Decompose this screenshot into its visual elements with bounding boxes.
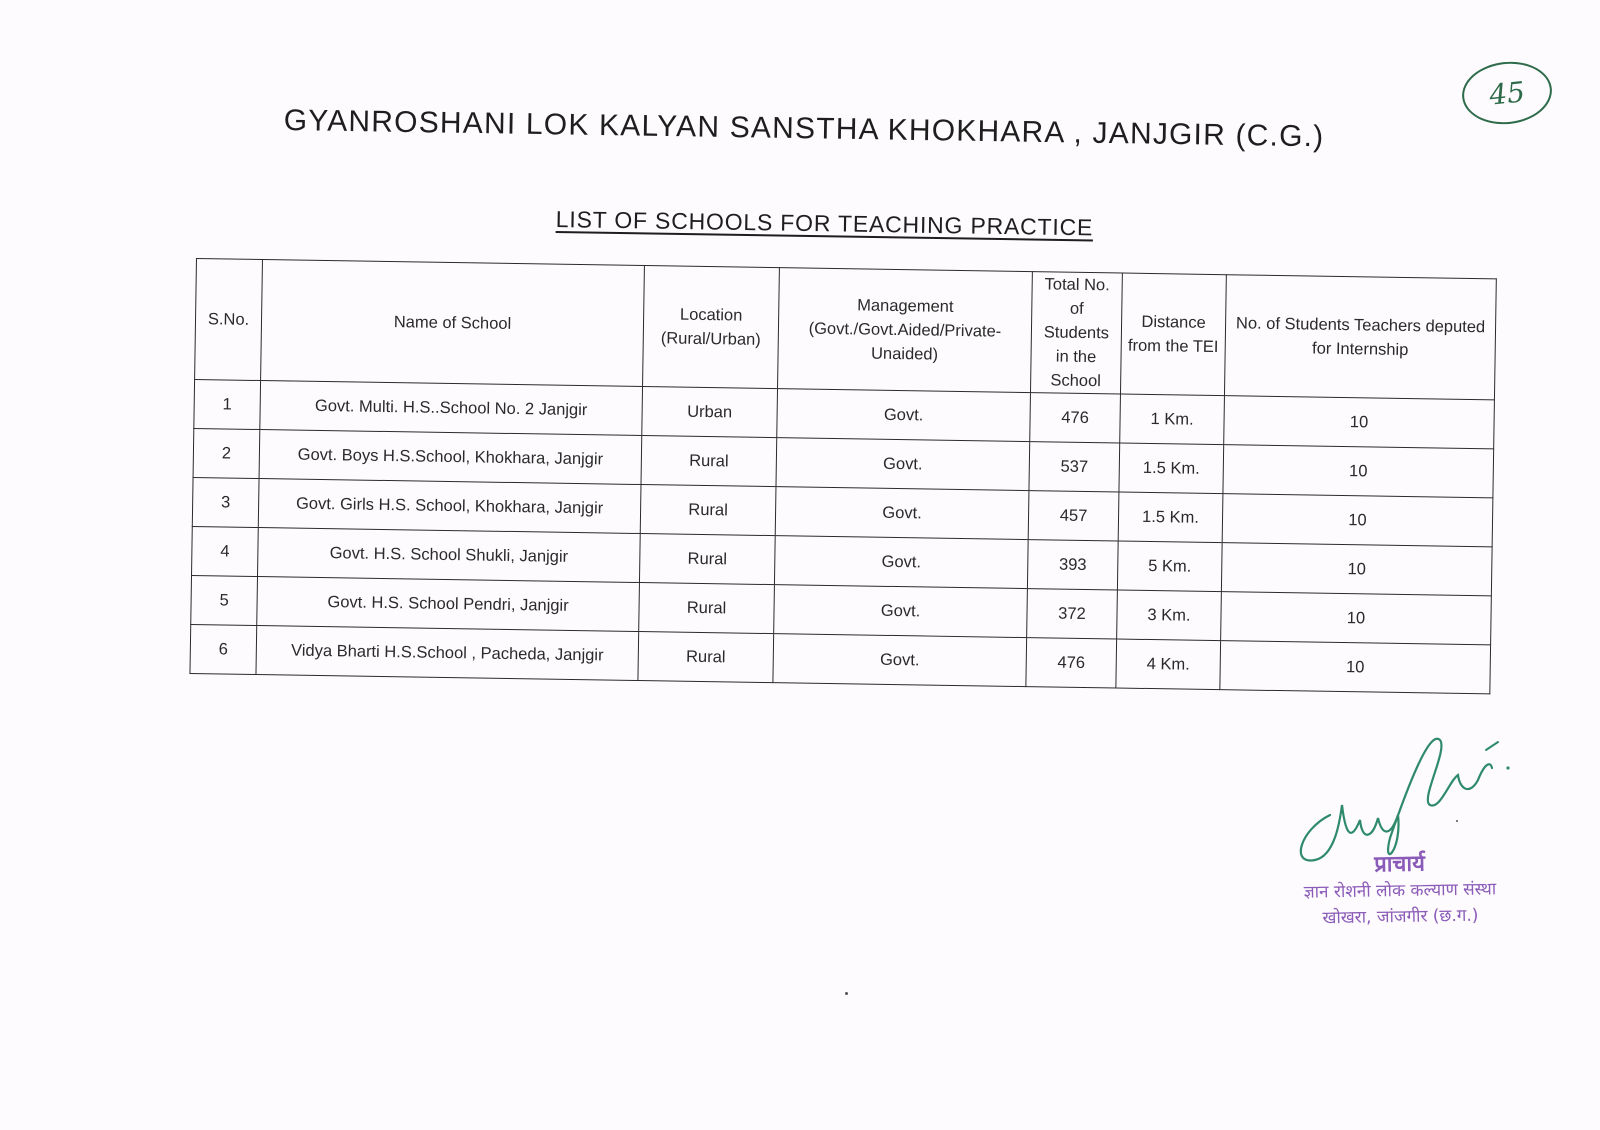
organization-title: GYANROSHANI LOK KALYAN SANSTHA KHOKHARA , JANJGIR (C.G.): [283, 104, 1325, 154]
cell-school-name: Vidya Bharti H.S.School , Pacheda, Janjgir: [256, 625, 639, 680]
cell-location: Rural: [638, 631, 774, 682]
stamp-designation: प्राचार्य: [1373, 851, 1426, 878]
column-header-total-students: Total No. of Students in the School: [1030, 272, 1122, 394]
cell-management: Govt.: [773, 634, 1027, 687]
cell-sno: 3: [192, 477, 259, 527]
cell-sno: 4: [192, 526, 259, 576]
table-header-row: [195, 259, 1497, 400]
cell-location: Rural: [641, 436, 777, 487]
cell-sno: 2: [193, 428, 260, 478]
cell-total-students: 393: [1027, 540, 1118, 590]
cell-deputed: 10: [1224, 396, 1495, 449]
cell-distance: 1.5 Km.: [1119, 443, 1224, 494]
cell-deputed: 10: [1220, 641, 1491, 694]
cell-distance: 5 Km.: [1117, 541, 1222, 592]
document-subtitle: LIST OF SCHOOLS FOR TEACHING PRACTICE: [555, 206, 1094, 241]
column-header-deputed: No. of Students Teachers deputed for Internship: [1224, 275, 1496, 400]
cell-deputed: 10: [1222, 494, 1493, 547]
column-header-distance: Distance from the TEI: [1120, 273, 1226, 396]
cell-deputed: 10: [1221, 543, 1492, 596]
schools-table: [189, 258, 1496, 694]
stamp-institution-name: ज्ञान रोशनी लोक कल्याण संस्था: [1303, 879, 1497, 903]
cell-school-name: Govt. Girls H.S. School, Khokhara, Janjgir: [258, 479, 641, 534]
cell-distance: 4 Km.: [1116, 639, 1221, 690]
principal-signature: [1290, 720, 1550, 870]
institution-stamp: [1269, 850, 1530, 933]
cell-management: Govt.: [774, 585, 1028, 638]
cell-location: Urban: [642, 387, 778, 438]
cell-school-name: Govt. H.S. School Pendri, Janjgir: [257, 577, 640, 632]
cell-location: Rural: [640, 485, 776, 536]
cell-school-name: Govt. Boys H.S.School, Khokhara, Janjgir: [259, 430, 642, 485]
cell-location: Rural: [639, 534, 775, 585]
cell-management: Govt.: [774, 536, 1028, 589]
column-header-management: Management (Govt./Govt.Aided/Private-Unaided): [778, 268, 1033, 393]
cell-total-students: 476: [1026, 638, 1117, 688]
cell-sno: 1: [194, 379, 261, 429]
cell-distance: 3 Km.: [1117, 590, 1222, 641]
cell-sno: 5: [191, 575, 258, 625]
page-number-text: 45: [1487, 74, 1527, 112]
column-header-sno: S.No.: [195, 259, 263, 381]
cell-total-students: 457: [1028, 491, 1119, 541]
cell-sno: 6: [190, 624, 257, 674]
cell-location: Rural: [639, 583, 775, 634]
schools-table-container: [189, 258, 1495, 694]
cell-school-name: Govt. Multi. H.S..School No. 2 Janjgir: [260, 381, 643, 436]
cell-management: Govt.: [777, 389, 1031, 442]
scan-speck: [845, 992, 848, 995]
cell-school-name: Govt. H.S. School Shukli, Janjgir: [258, 528, 641, 583]
cell-total-students: 372: [1027, 589, 1118, 639]
scan-speck: [1456, 820, 1458, 822]
cell-distance: 1 Km.: [1120, 394, 1225, 445]
cell-total-students: 476: [1030, 393, 1121, 443]
cell-management: Govt.: [776, 438, 1030, 491]
cell-management: Govt.: [775, 487, 1029, 540]
cell-deputed: 10: [1223, 445, 1494, 498]
column-header-location: Location (Rural/Urban): [643, 266, 780, 389]
cell-total-students: 537: [1029, 442, 1120, 492]
handwritten-page-number: [1459, 57, 1555, 128]
stamp-address: खोखरा, जांजगीर (छ.ग.): [1322, 905, 1479, 929]
column-header-name: Name of School: [261, 260, 645, 387]
cell-deputed: 10: [1221, 592, 1492, 645]
cell-distance: 1.5 Km.: [1118, 492, 1223, 543]
